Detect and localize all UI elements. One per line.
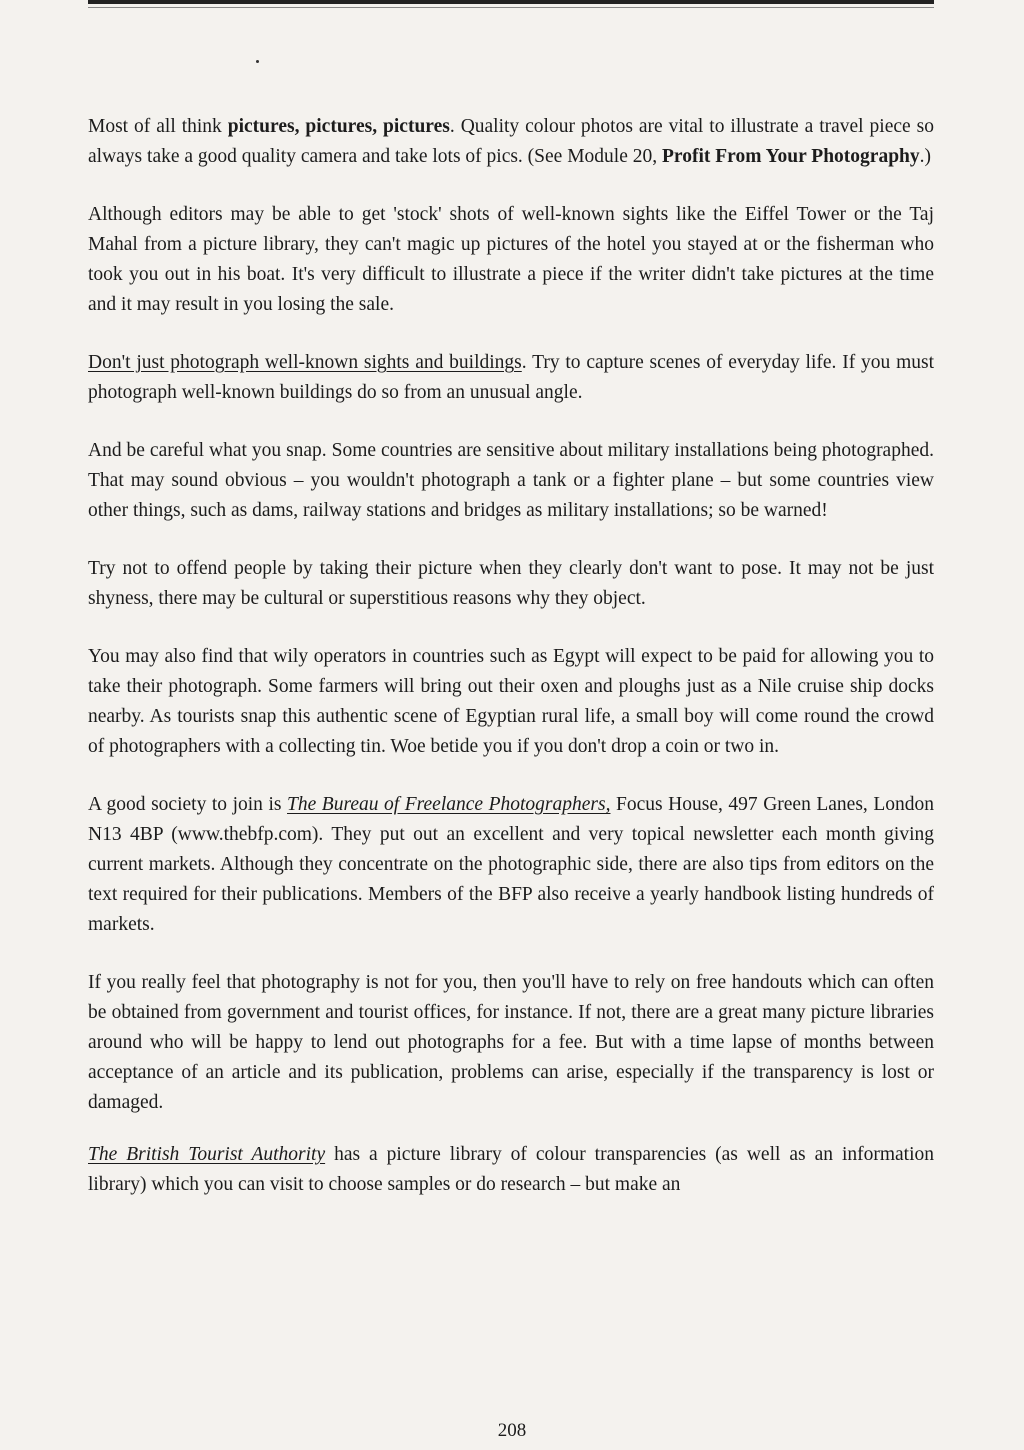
paragraph-stock-shots: Although editors may be able to get 'stock' shots of well-known sights like the Eiffel Tower or the Taj Mahal from a picture library, they can't magic up pictures of the hotel you stayed at or the fisherman who took you out in his boat. It's very difficult to illustrate a piece if the writer didn't take pictures at the time and it may result in you losing the sale. [88, 204, 934, 315]
text-run: .) [919, 146, 932, 167]
text-run: . Try to capture scenes of everyday life. If you must photograph well-known buildings do so from an unusual angle. [88, 352, 934, 403]
text-run: Focus House, 497 Green Lanes, London N13 4BP (www.thebfp.com). They put out an excellent and very topical newsletter each month giving current markets. Although they concentrate on the photographic side, there are also tips from editors on the text required for their publications. Members of the BFP also receive a yearly handbook listing hundreds of markets. [88, 794, 935, 935]
paragraph-pictures [88, 112, 934, 172]
paragraph-everyday-life [88, 348, 934, 408]
paragraph-egypt: You may also find that wily operators in countries such as Egypt will expect to be paid for allowing you to take their photograph. Some farmers will bring out their oxen and ploughs just as a Nile cruise ship docks nearby. As tourists snap this authentic scene of Egyptian rural life, a small boy will come round the crowd of photographers with a collecting tin. Woe betide you if you don't drop a coin or two in. [88, 646, 934, 757]
paragraph-military: And be careful what you snap. Some countries are sensitive about military installations being photographed. That may sound obvious – you wouldn't photograph a tank or a fighter plane – but some countries view other things, such as dams, railway stations and bridges as military installations; so be warned! [88, 440, 934, 521]
bold-text: pictures, pictures, pictures [227, 116, 450, 137]
scan-speck [256, 60, 259, 63]
page-body [88, 112, 934, 1200]
organisation-name: The British Tourist Authority [88, 1144, 326, 1165]
paragraph-handouts: If you really feel that photography is not for you, then you'll have to rely on free handouts which can often be obtained from government and tourist offices, for instance. If not, there are a great many picture libraries around who will be happy to lend out photographs for a fee. But with a time lapse of months between acceptance of an article and its publication, problems can arise, especially if the transparency is lost or damaged. [88, 972, 934, 1113]
top-border-rule [88, 0, 934, 4]
organisation-name: The Bureau of Freelance Photographers, [287, 794, 611, 815]
paragraph-bta [88, 1140, 934, 1200]
paragraph-bfp [88, 790, 934, 940]
text-run: . Quality colour photos are vital to illustrate a travel piece so always take a good quality camera and take lots of pics. (See Module 20, [88, 116, 934, 167]
text-run: has a picture library of colour transparencies (as well as an information library) which you can visit to choose samples or do research – but make an [88, 1144, 935, 1195]
module-reference: Profit From Your Photography [662, 146, 920, 167]
text-run: Most of all think [88, 116, 228, 137]
text-run: A good society to join is [88, 794, 288, 815]
underlined-text: Don't just photograph well-known sights and buildings [88, 352, 522, 373]
paragraph-offend: Try not to offend people by taking their picture when they clearly don't want to pose. It may not be just shyness, there may be cultural or superstitious reasons why they object. [88, 558, 934, 609]
page-number: 208 [497, 1420, 527, 1441]
top-border-thin-rule [88, 7, 934, 8]
